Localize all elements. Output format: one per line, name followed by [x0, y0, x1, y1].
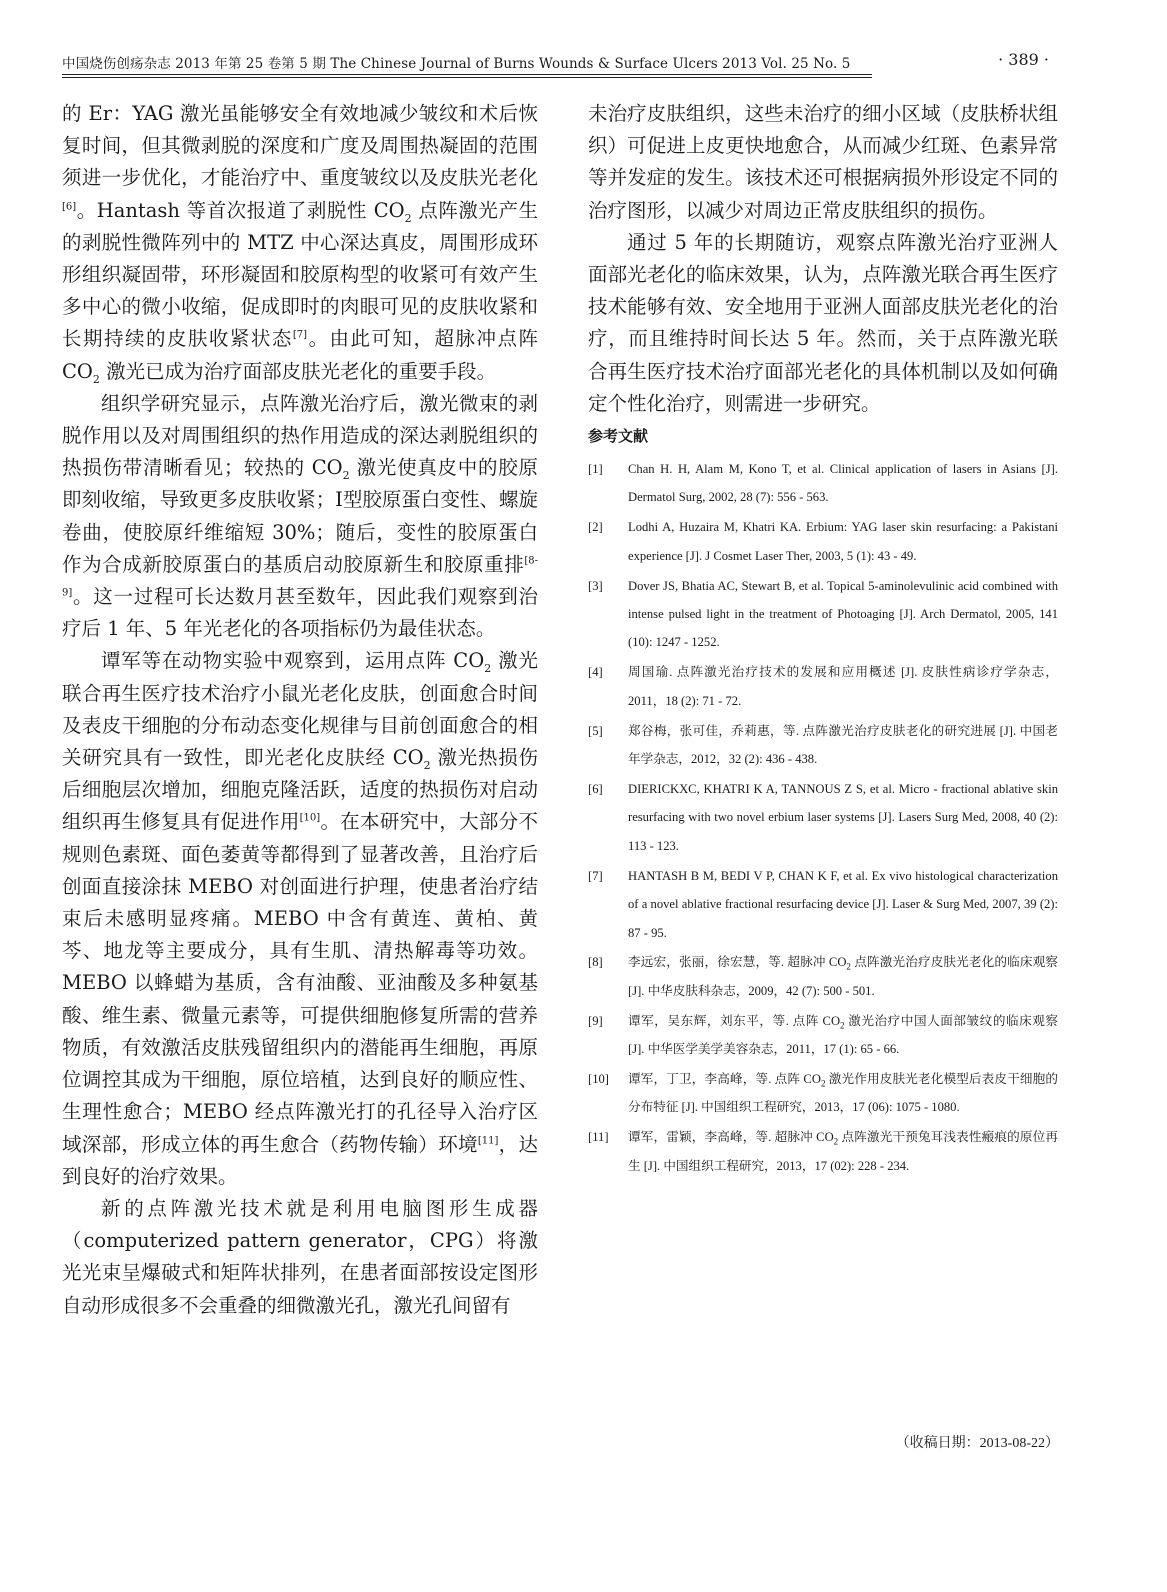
reference-item: [7] HANTASH B M, BEDI V P, CHAN K F, et al. Ex vivo histological characterization of a novel ablative fractional resurfacing device [J]. Laser & Surg Med, 2007, 39 (2): 87 - 95.: [588, 868, 1058, 940]
citation: [11]: [477, 1135, 499, 1146]
header-rule: [62, 74, 872, 75]
reference-item: [4] 周国瑜. 点阵激光治疗技术的发展和应用概述 [J]. 皮肤性病诊疗学杂志，2011，18 (2): 71 - 72.: [588, 665, 1058, 708]
received-date: （收稿日期：2013-08-22）: [895, 1436, 1059, 1451]
header-rule: [62, 77, 872, 78]
paragraph-continuation-right: 未治疗皮肤组织，这些未治疗的细小区域（皮肤桥状组织）可促进上皮更快地愈合，从而减少红斑、色素异常等并发症的发生。该技术还可根据病损外形设定不同的治疗图形，以减少对周边正常皮肤组织的损伤。: [588, 102, 1058, 222]
citation: [7]: [292, 329, 308, 341]
reference-item: [1] Chan H. H, Alam M, Kono T, et al. Clinical application of lasers in Asians [J]. Dermatol Surg, 2002, 28 (7): 556 - 563.: [588, 462, 1058, 505]
left-column: [62, 98, 538, 1322]
paragraph-animal-study: 谭军等在动物实验中观察到，运用点阵 $CO_2$ 激光联合再生医疗技术治疗小鼠光老化皮肤，创面愈合时间及表皮干细胞的分布动态变化规律与目前创面愈合的相关研究具有一致性，即光老化皮肤经 $CO_2$ 激光热损伤后细胞层次增加，细胞克隆活跃，适度的热损伤对启动组织再生修复具有促进作用[10]。在本研究中，大部分不规则色素斑、面色萎黄等都得到了显著改善，且治疗后创面直接涂抹 MEBO 对创面进行护理，使患者治疗结束后未感明显疼痛。MEBO 中含有黄连、黄柏、黄芩、地龙等主要成分，具有生肌、清热解毒等功效。MEBO 以蜂蜡为基质，含有油酸、亚油酸及多种氨基酸、维生素、微量元素等，可提供细胞修复所需的营养物质，有效激活皮肤残留组织内的潜能再生细胞，再原位调控其成为干细胞，原位培植，达到良好的顺应性、生理性愈合；MEBO 经点阵激光打的孔径导入治疗区域深部，形成立体的再生愈合（药物传输）环境[11]，达到良好的治疗效果。: [62, 649, 539, 1188]
reference-item: [10] 谭军，丁卫，李高峰，等. 点阵 $CO_2$ 激光作用皮肤光老化模型后表皮干细胞的分布特征 [J]. 中国组织工程研究，2013，17 (06): 1075 - 1080.: [588, 1072, 1058, 1115]
reference-list: [588, 455, 1058, 1180]
citation: [6]: [62, 201, 77, 213]
running-head: [62, 50, 1067, 76]
reference-item: [8] 李远宏，张丽，徐宏慧，等. 超脉冲 $CO_2$ 点阵激光治疗皮肤光老化的临床观察 [J]. 中华皮肤科杂志，2009，42 (7): 500 - 501.: [588, 955, 1058, 998]
reference-item: [5] 郑谷梅，张可佳，乔莉惠，等. 点阵激光治疗皮肤老化的研究进展 [J]. 中国老年学杂志，2012，32 (2): 436 - 438.: [588, 723, 1058, 767]
reference-item: [2] Lodhi A, Huzaira M, Khatri KA. Erbium: YAG laser skin resurfacing: a Pakistani experience [J]. J Cosmet Laser Ther, 2003, 5 (1): 43 - 49.: [588, 520, 1058, 563]
citation: [8-9]: [62, 555, 538, 599]
right-column: [588, 98, 1058, 1182]
paragraph-continuation: 的 Er：YAG 激光虽能够安全有效地减少皱纹和术后恢复时间，但其微剥脱的深度和广度及周围热凝固的范围须进一步优化，才能治疗中、重度皱纹以及皮肤光老化[6]。Hantash 等首次报道了剥脱性 $CO_2$ 点阵激光产生的剥脱性微阵列中的 MTZ 中心深达真皮，周围形成环形组织凝固带，环形凝固和胶原构型的收紧可有效产生多中心的微小收缩，促成即时的肉眼可见的皮肤收紧和长期持续的皮肤收紧状态[7]。由此可知，超脉冲点阵 $CO_2$ 激光已成为治疗面部皮肤光老化的重要手段。: [62, 102, 538, 386]
reference-item: [3] Dover JS, Bhatia AC, Stewart B, et al. Topical 5-aminolevulinic acid combined with intense pulsed light in the treatment of Photoaging [J]. Arch Dermatol, 2005, 141 (10): 1247 - 1252.: [588, 578, 1058, 650]
reference-item: [9] 谭军，吴东辉，刘东平，等. 点阵 $CO_2$ 激光治疗中国人面部皱纹的临床观察 [J]. 中华医学美学美容杂志，2011，17 (1): 65 - 66.: [588, 1013, 1058, 1057]
paragraph-cpg: 新的点阵激光技术就是利用电脑图形生成器（computerized pattern generator，CPG）将激光光束呈爆破式和矩阵状排列，在患者面部按设定图形自动形成很多不会重叠的细微激光孔，激光孔间留有: [62, 1196, 538, 1317]
references-heading: 参考文献: [588, 427, 649, 446]
reference-item: [6] DIERICKXC, KHATRI K A, TANNOUS Z S, et al. Micro - fractional ablative skin resurfacing with two novel erbium laser systems [J]. Lasers Surg Med, 2008, 40 (2): 113 - 123.: [588, 782, 1058, 853]
paragraph-conclusion: 通过 5 年的长期随访，观察点阵激光治疗亚洲人面部光老化的临床效果，认为，点阵激光联合再生医疗技术能够有效、安全地用于亚洲人面部皮肤光老化的治疗，而且维持时间长达 5 年。然而，关于点阵激光联合再生医疗技术治疗面部光老化的具体机制以及如何确定个性化治疗，则需进一步研究。: [588, 230, 1058, 415]
journal-title-line: 中国烧伤创疡杂志 2013 年第 25 卷第 5 期 The Chinese Journal of Burns Wounds & Surface Ulcers 2013 Vol. 25 No. 5: [62, 56, 851, 72]
paragraph-histology: 组织学研究显示，点阵激光治疗后，激光微束的剥脱作用以及对周围组织的热作用造成的深达剥脱组织的热损伤带清晰看见；较热的 $CO_2$ 激光使真皮中的胶原即刻收缩，导致更多皮肤收紧；Ⅰ型胶原蛋白变性、螺旋卷曲，使胶原纤维缩短 30%；随后，变性的胶原蛋白作为合成新胶原蛋白的基质启动胶原新生和胶原重排[8-9]。这一过程可长达数月甚至数年，因此我们观察到治疗后 1 年、5 年光老化的各项指标仍为最佳状态。: [62, 391, 538, 641]
reference-item: [11] 谭军，雷颖，李高峰，等. 超脉冲 $CO_2$ 点阵激光干预兔耳浅表性瘢痕的原位再生 [J]. 中国组织工程研究，2013，17 (02): 228 - 234.: [588, 1130, 1058, 1173]
citation: [10]: [299, 812, 321, 824]
page-number: · 389 ·: [998, 50, 1049, 69]
